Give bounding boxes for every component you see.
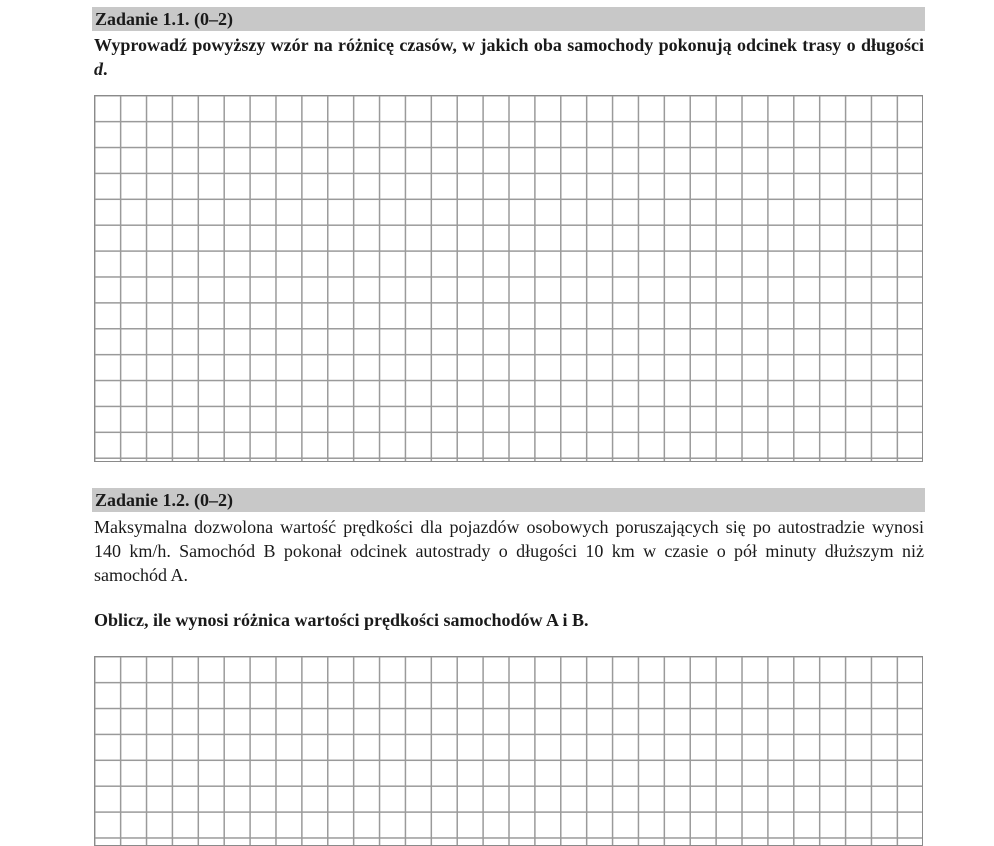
task-1-instruction-text: Wyprowadź powyższy wzór na różnicę czasów, w jakich oba samochody pokonują odcinek trasy o długości <box>94 35 924 55</box>
task-1-instruction-end: . <box>103 59 108 79</box>
answer-grid-task-2[interactable] <box>94 656 923 846</box>
answer-grid-task-1[interactable] <box>94 95 923 462</box>
task-2-text: Maksymalna dozwolona wartość prędkości dla pojazdów osobowych poruszających się po autostradzie wynosi 140 km/h. Samochód B pokonał odcinek autostrady o długości 10 km w czasie o pół minuty dłuższym niż samochód A. <box>94 517 924 585</box>
task-1-instruction <box>94 33 924 81</box>
task-1-variable-d: d <box>94 59 103 79</box>
task-2-question: Oblicz, ile wynosi różnica wartości prędkości samochodów A i B. <box>94 610 589 630</box>
task-1-header: Zadanie 1.1. (0–2) <box>92 7 925 31</box>
task-2-header: Zadanie 1.2. (0–2) <box>92 488 925 512</box>
